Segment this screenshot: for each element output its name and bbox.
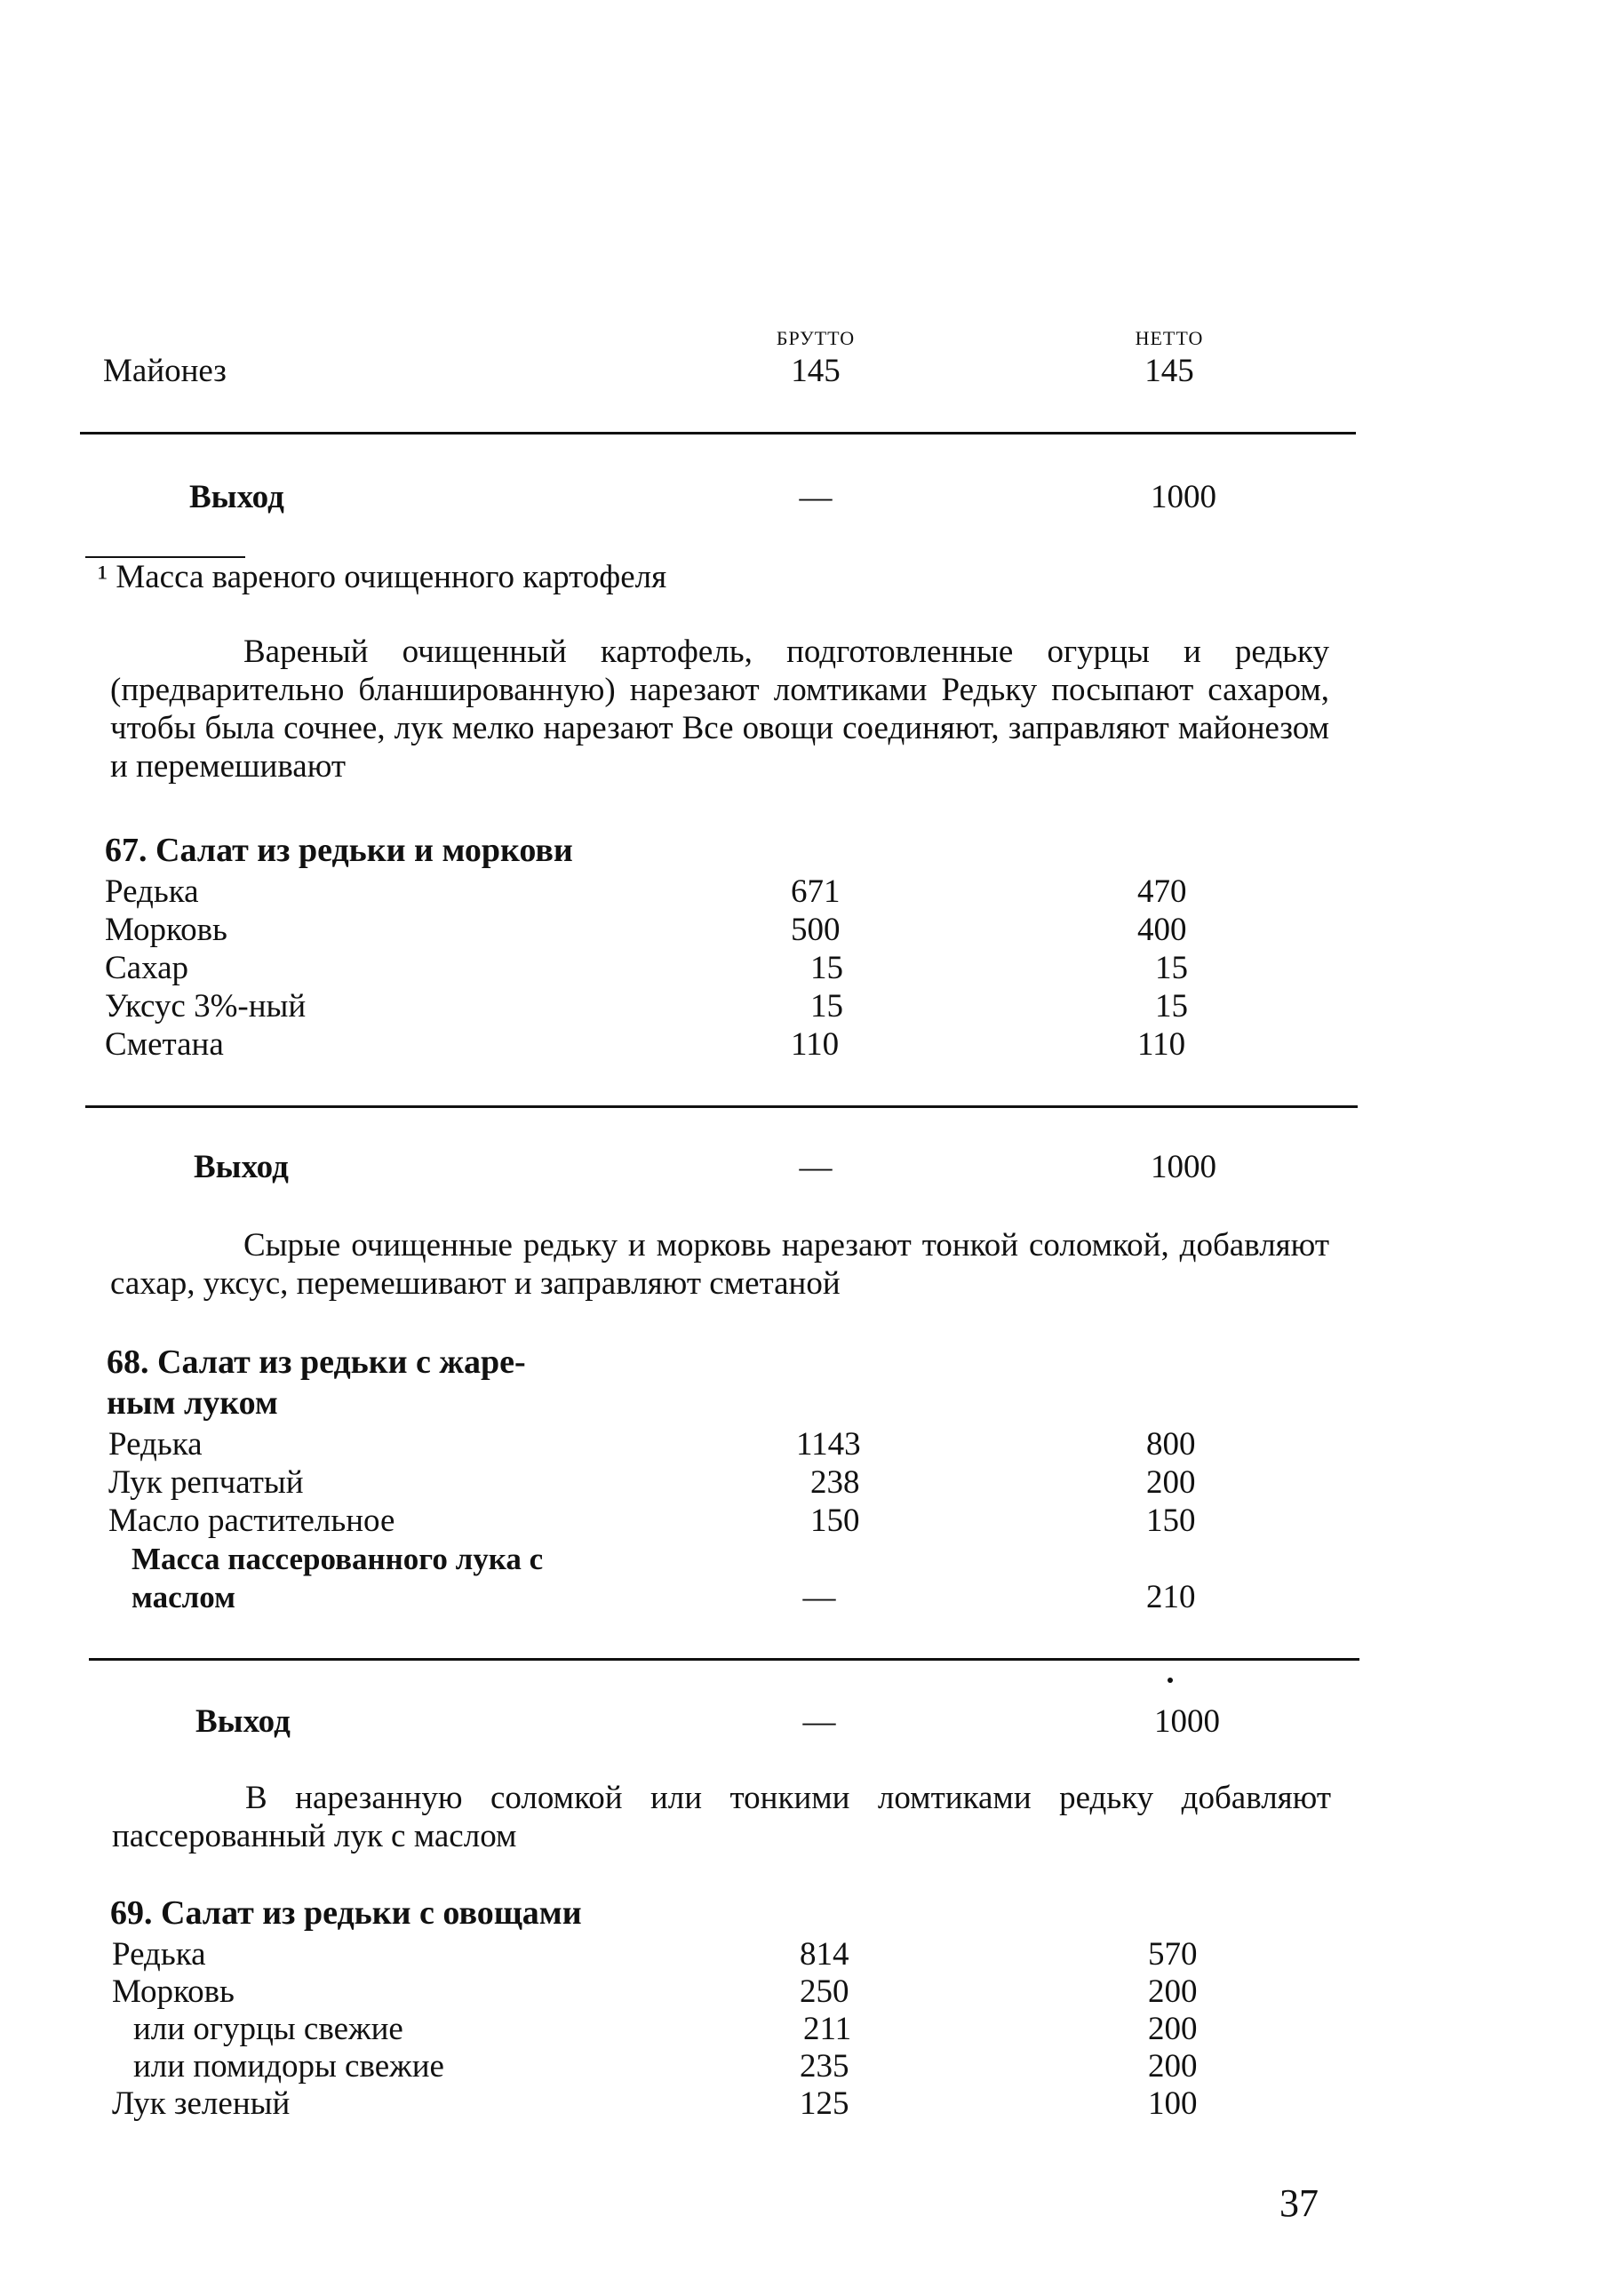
ingredient-name: или огурцы свежие [133,2011,403,2047]
netto-value: 150 [1146,1503,1196,1539]
brutto-value: 238 [810,1464,860,1501]
mass-netto: 210 [1146,1579,1196,1615]
yield-label: Выход [194,1149,289,1185]
netto-value: 110 [1137,1026,1186,1063]
yield-label: Выход [195,1703,291,1740]
netto-value: 200 [1148,2011,1198,2047]
brutto-value: 15 [810,988,843,1024]
netto-value: 200 [1146,1464,1196,1501]
mass-label-cont: маслом [132,1580,235,1614]
netto-value: 200 [1148,1973,1198,2010]
table-rule [85,1105,1358,1108]
yield-brutto: — [802,1703,836,1740]
yield-netto: 1000 [1151,1149,1216,1185]
netto-header: НЕТТО [1135,327,1204,349]
brutto-value: 1143 [796,1426,861,1463]
brutto-value: 671 [791,873,841,910]
table-rule [80,432,1356,434]
ingredient-name: Лук репчатый [108,1464,304,1501]
yield-label: Выход [189,479,284,515]
ingredient-name: Уксус 3%-ный [105,988,307,1024]
recipe-description: В нарезанную соломкой или тонкими ломтиками редьку добавляют пассерованный лук с маслом [112,1780,1331,1854]
brutto-header: БРУТТО [776,327,856,349]
ingredient-name: Масло растительное [108,1503,395,1539]
ingredient-name: Редька [105,873,199,910]
ingredient-name: или помидоры свежие [133,2048,444,2085]
ingredient-name: Сахар [105,950,189,986]
recipe-description: Вареный очищенный картофель, подготовленные огурцы и редьку (предварительно бланшированную) нарезают ломтиками Редьку посыпают сахаром, чтобы была сочнее, лук мелко нарезают Все овощи соединяют, заправляют майонезом и перемешивают [110,634,1329,785]
netto-value: 15 [1155,988,1188,1024]
netto-value: 470 [1137,873,1187,910]
netto-value: 400 [1137,912,1187,948]
netto-value: 800 [1146,1426,1196,1463]
recipe-title-cont: ным луком [107,1384,278,1422]
yield-brutto: — [799,1149,833,1185]
brutto-value: 500 [791,912,841,948]
ingredient-name: Сметана [105,1026,224,1063]
brutto-value: 150 [810,1503,860,1539]
brutto-value: 211 [803,2011,852,2047]
yield-netto: 1000 [1154,1703,1220,1740]
netto-value: 145 [1144,353,1194,389]
yield-brutto: — [799,479,833,515]
netto-value: 100 [1148,2085,1198,2122]
ingredient-name: Редька [112,1936,206,1973]
yield-netto: 1000 [1151,479,1216,515]
ingredient-name: Майонез [103,353,227,389]
mass-label: Масса пассерованного лука с [132,1542,544,1576]
recipe-title: 68. Салат из редьки с жаре- [107,1343,526,1381]
brutto-value: 145 [791,353,841,389]
netto-value: 200 [1148,2048,1198,2085]
brutto-value: 125 [800,2085,849,2122]
footnote: ¹ Масса вареного очищенного картофеля [98,559,667,595]
print-dot [1168,1678,1173,1683]
brutto-value: 235 [800,2048,849,2085]
brutto-value: 250 [800,1973,849,2010]
ingredient-name: Морковь [105,912,227,948]
page-number: 37 [1279,2181,1319,2225]
recipe-description: Сырые очищенные редьку и морковь нарезают тонкой соломкой, добавляют сахар, уксус, перемешивают и заправляют сметаной [110,1227,1329,1302]
ingredient-name: Редька [108,1426,203,1463]
ingredient-name: Лук зеленый [112,2085,291,2122]
brutto-value: 110 [791,1026,840,1063]
brutto-value: 15 [810,950,843,986]
brutto-value: 814 [800,1936,849,1973]
recipe-title: 67. Салат из редьки и моркови [105,832,573,869]
ingredient-name: Морковь [112,1973,235,2010]
table-rule [89,1658,1359,1661]
mass-brutto: — [802,1579,836,1615]
recipe-title: 69. Салат из редьки с овощами [110,1894,582,1932]
netto-value: 570 [1148,1936,1198,1973]
netto-value: 15 [1155,950,1188,986]
